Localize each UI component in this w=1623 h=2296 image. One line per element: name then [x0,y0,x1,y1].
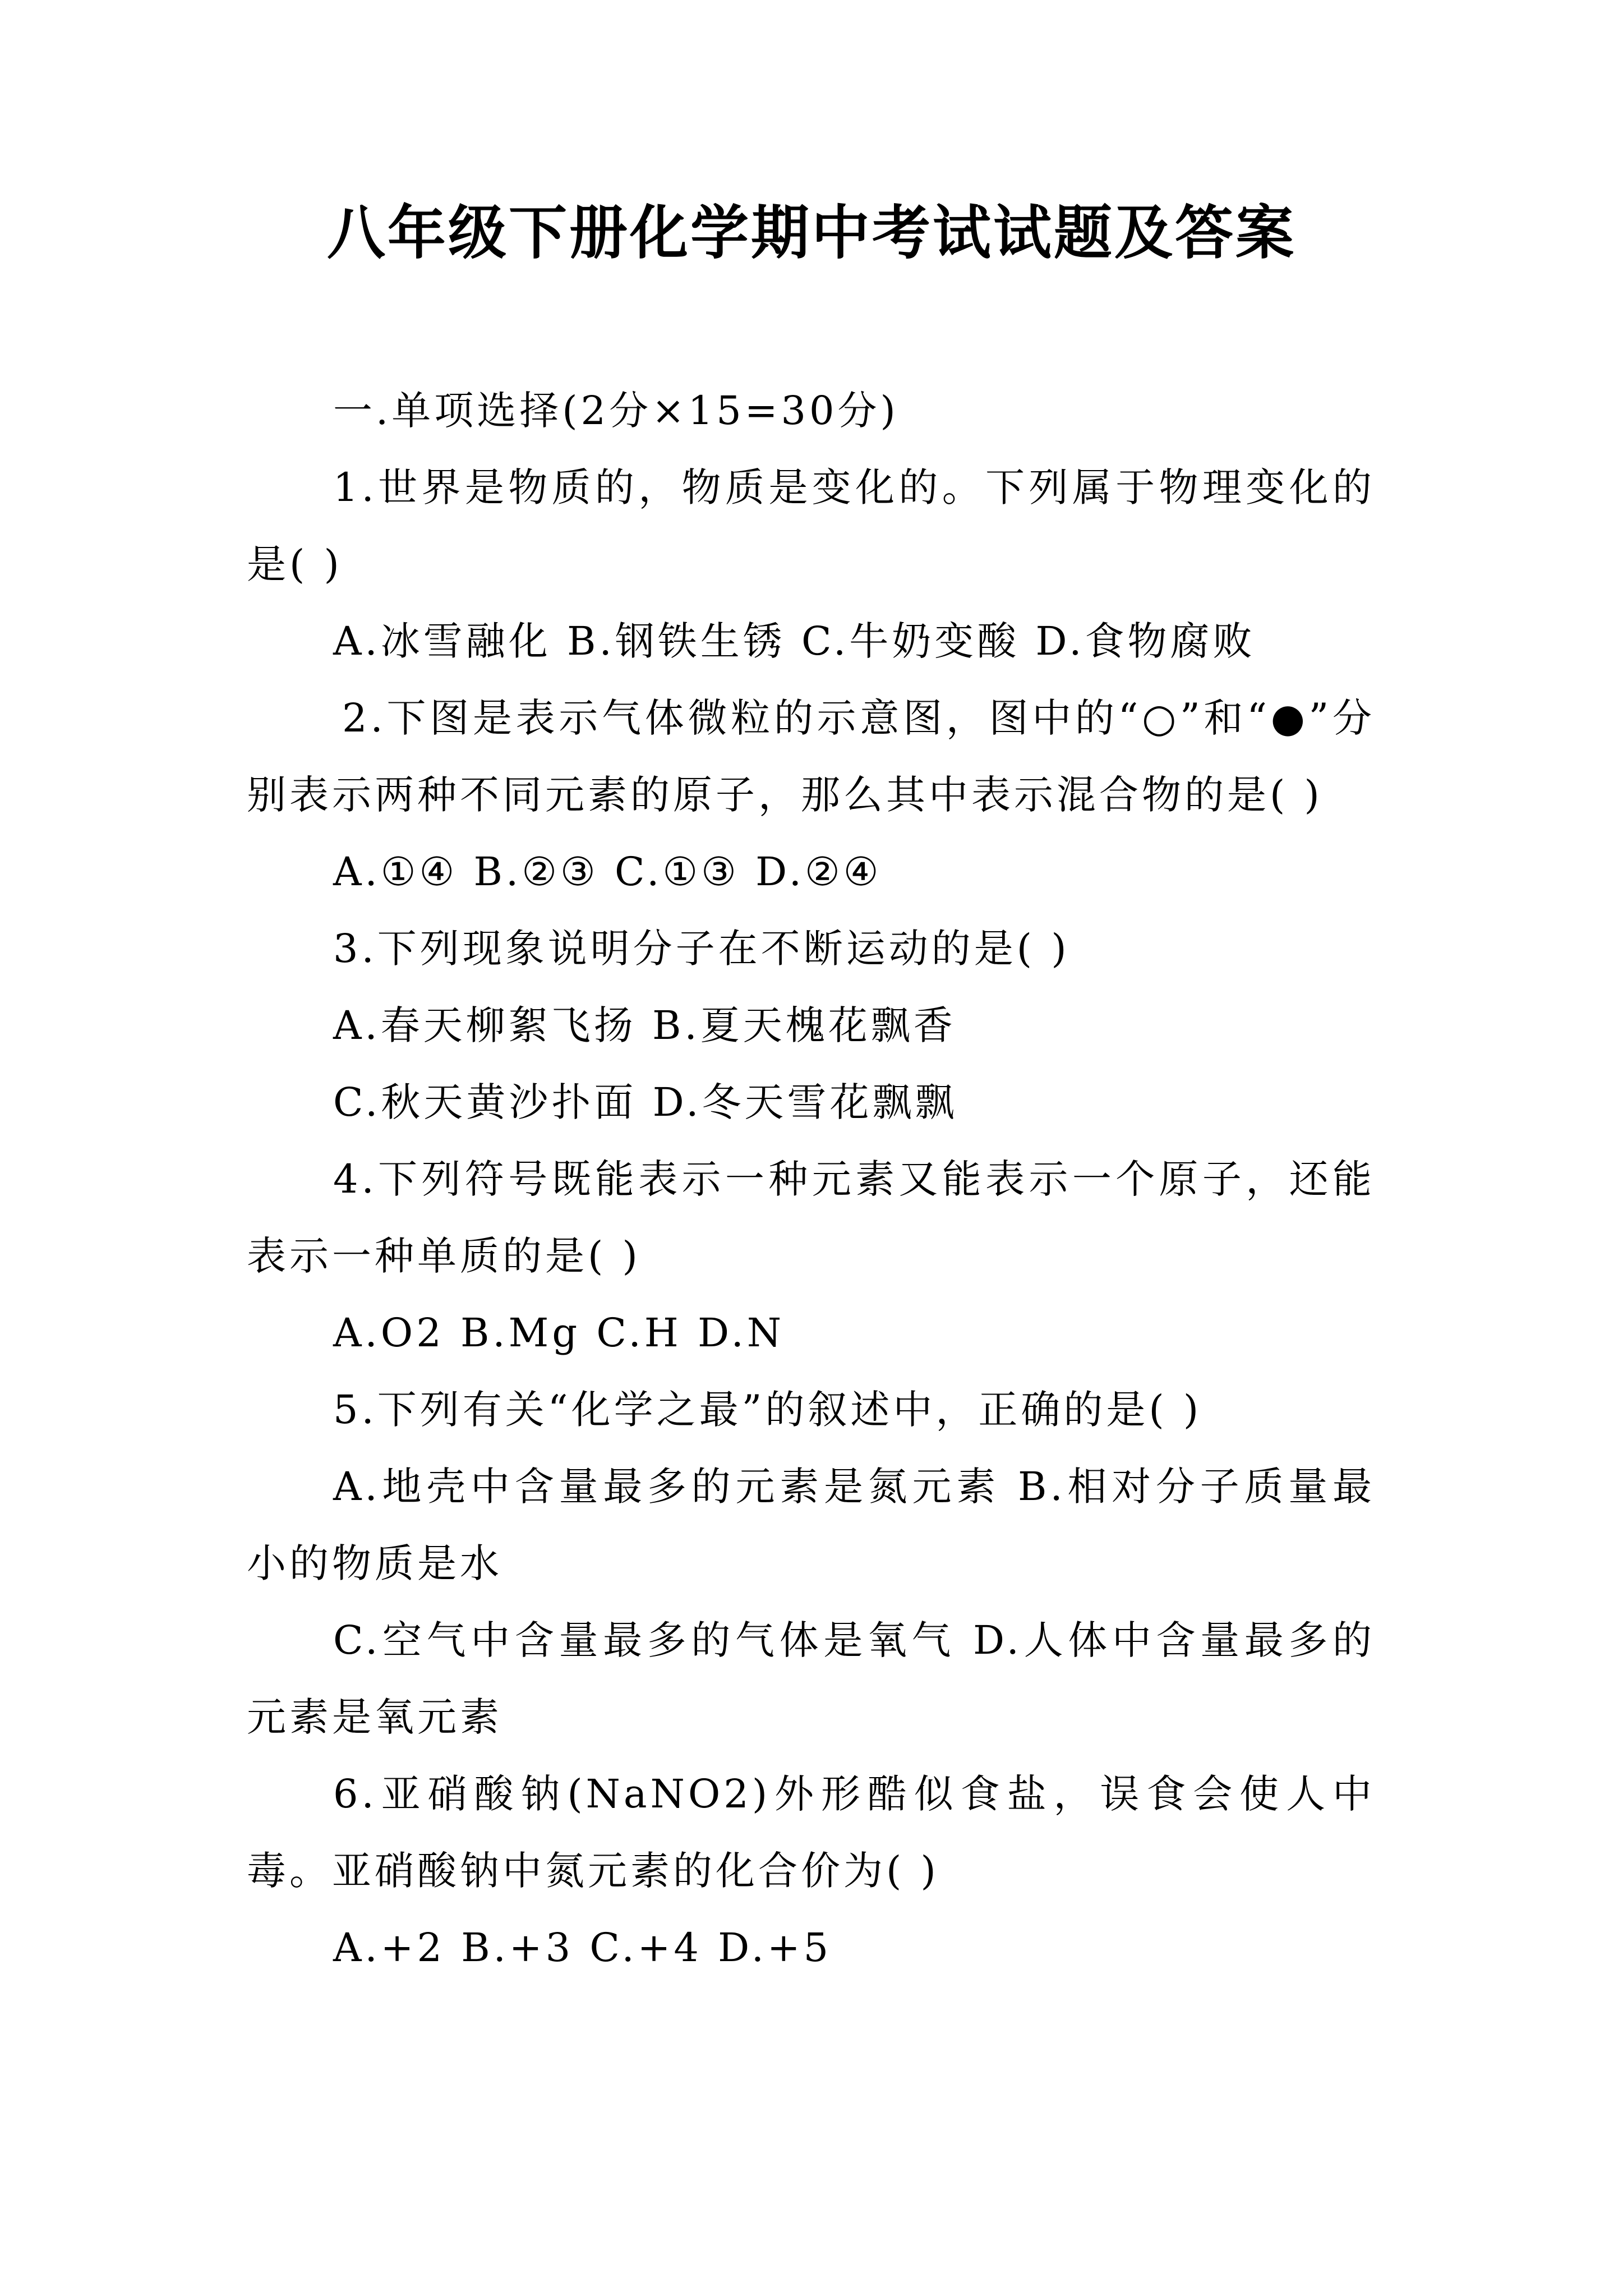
question-5: 5.下列有关“化学之最”的叙述中，正确的是( ) [333,1387,1202,1433]
question-4-options: A.O2 B.Mg C.H D.N [333,1310,785,1356]
document-title: 八年级下册化学期中考试试题及答案 [326,198,1296,267]
question-1: 1.世界是物质的，物质是变化的。下列属于物理变化的是( ) [247,464,1375,587]
question-6-options: A.+2 B.+3 C.+4 D.+5 [333,1925,832,1971]
question-3-options-cd: C.秋天黄沙扑面 D.冬天雪花飘飘 [333,1079,958,1125]
question-2: 2.下图是表示气体微粒的示意图，图中的“○”和“●”分别表示两种不同元素的原子，那么其中表示混合物的是( ) [247,695,1375,818]
question-5-options-cd: C.空气中含量最多的气体是氧气 D.人体中含量最多的元素是氧元素 [247,1617,1375,1740]
question-2-options: A.①④ B.②③ C.①③ D.②④ [333,849,882,895]
question-3-options-ab: A.春天柳絮飞扬 B.夏天槐花飘香 [333,1002,956,1048]
question-3: 3.下列现象说明分子在不断运动的是( ) [333,926,1070,972]
question-1-options: A.冰雪融化 B.钢铁生锈 C.牛奶变酸 D.食物腐败 [333,618,1256,664]
question-5-options-ab: A.地壳中含量最多的元素是氮元素 B.相对分子质量最小的物质是水 [247,1464,1375,1586]
question-4: 4.下列符号既能表示一种元素又能表示一个原子，还能表示一种单质的是( ) [247,1156,1375,1279]
document-body [247,372,1375,1986]
section-heading: 一.单项选择(2分×15=30分) [333,388,899,434]
question-6: 6.亚硝酸钠(NaNO2)外形酷似食盐，误食会使人中毒。亚硝酸钠中氮元素的化合价为( ) [247,1771,1375,1894]
